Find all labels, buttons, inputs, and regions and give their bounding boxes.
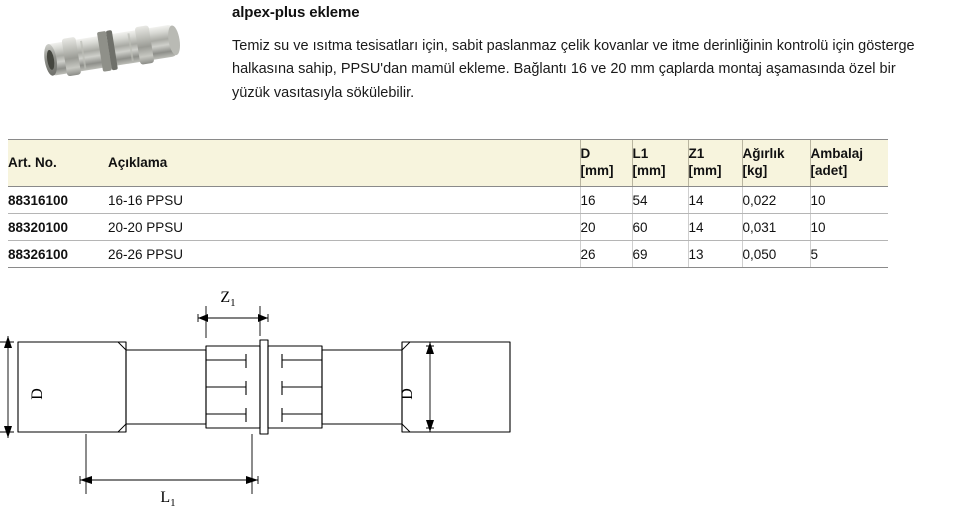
- product-image-container: [0, 0, 232, 125]
- parts-table-container: [8, 139, 952, 268]
- cell-d: 16: [580, 187, 632, 214]
- cell-z1: 13: [688, 241, 742, 268]
- drawing-left-sleeve: [18, 342, 126, 432]
- technical-drawing: [0, 284, 960, 514]
- label-z1: [220, 289, 235, 309]
- product-header: [0, 0, 960, 125]
- col-header-l1: [632, 140, 688, 187]
- col-header-description-label: Açıklama: [108, 154, 168, 170]
- col-header-weight-unit: [kg]: [742, 163, 768, 178]
- label-d-left: D: [29, 388, 46, 400]
- drawing-center-ring: [260, 340, 268, 434]
- col-header-d-label: D: [580, 146, 591, 162]
- drawing-right-sleeve: [402, 342, 510, 432]
- cell-l1: 69: [632, 241, 688, 268]
- cell-weight: 0,031: [742, 214, 810, 241]
- drawing-dimensions: [0, 306, 434, 494]
- table-row: [8, 214, 888, 241]
- cell-art-no: 88326100: [8, 241, 108, 268]
- cell-art-no: 88320100: [8, 214, 108, 241]
- table-row: [8, 241, 888, 268]
- col-header-z1: [688, 140, 742, 187]
- col-header-art-no: [8, 140, 108, 187]
- cell-pack: 10: [810, 214, 888, 241]
- col-header-pack-unit: [adet]: [810, 163, 848, 178]
- drawing-ribs-right: [282, 360, 322, 414]
- drawing-right-body: [322, 350, 402, 424]
- product-description: Temiz su ve ısıtma tesisatları için, sabit paslanmaz çelik kovanlar ve itme derinliğinin kontrolü için gösterge halkasına sahip, PPSU'dan mamül ekleme. Bağlantı 16 ve 20 mm çaplarda montaj aşamasında özel bir yüzük vasıtasıyla sökülebilir.: [232, 38, 915, 101]
- col-header-pack: [810, 140, 888, 187]
- col-header-z1-unit: [mm]: [688, 163, 722, 178]
- label-l1-sub: 1: [170, 497, 176, 509]
- cell-d: 20: [580, 214, 632, 241]
- drawing-labels: [29, 289, 416, 509]
- cell-description: 20-20 PPSU: [108, 214, 580, 241]
- cell-weight: 0,050: [742, 241, 810, 268]
- col-header-weight-label: Ağırlık: [742, 146, 785, 162]
- table-header-row: [8, 140, 888, 187]
- cell-z1: 14: [688, 187, 742, 214]
- label-z1-main: Z: [220, 289, 231, 306]
- label-l1-main: L: [160, 489, 171, 506]
- product-photo: [38, 18, 188, 84]
- cell-pack: 10: [810, 187, 888, 214]
- label-l1: [160, 489, 175, 509]
- cell-weight: 0,022: [742, 187, 810, 214]
- parts-table: [8, 139, 888, 268]
- col-header-description: [108, 140, 580, 187]
- cell-d: 26: [580, 241, 632, 268]
- cell-pack: 5: [810, 241, 888, 268]
- table-row: [8, 187, 888, 214]
- cell-l1: 54: [632, 187, 688, 214]
- cell-art-no: 88316100: [8, 187, 108, 214]
- drawing-arrowheads: [4, 314, 434, 484]
- cell-description: 16-16 PPSU: [108, 187, 580, 214]
- drawing-ribs-left: [206, 360, 246, 414]
- cell-description: 26-26 PPSU: [108, 241, 580, 268]
- product-text-block: [232, 0, 960, 125]
- col-header-art-no-label: Art. No.: [8, 154, 57, 170]
- col-header-d-unit: [mm]: [580, 163, 614, 178]
- cell-l1: 60: [632, 214, 688, 241]
- col-header-weight: [742, 140, 810, 187]
- col-header-l1-unit: [mm]: [632, 163, 666, 178]
- col-header-d: [580, 140, 632, 187]
- cell-z1: 14: [688, 214, 742, 241]
- product-title: alpex-plus ekleme: [232, 4, 360, 21]
- drawing-left-body: [126, 350, 206, 424]
- col-header-z1-label: Z1: [688, 146, 705, 162]
- col-header-l1-label: L1: [632, 146, 649, 162]
- label-z1-sub: 1: [230, 297, 236, 309]
- technical-drawing-container: [0, 284, 960, 514]
- col-header-pack-label: Ambalaj: [810, 146, 864, 162]
- label-d-right: D: [399, 388, 416, 400]
